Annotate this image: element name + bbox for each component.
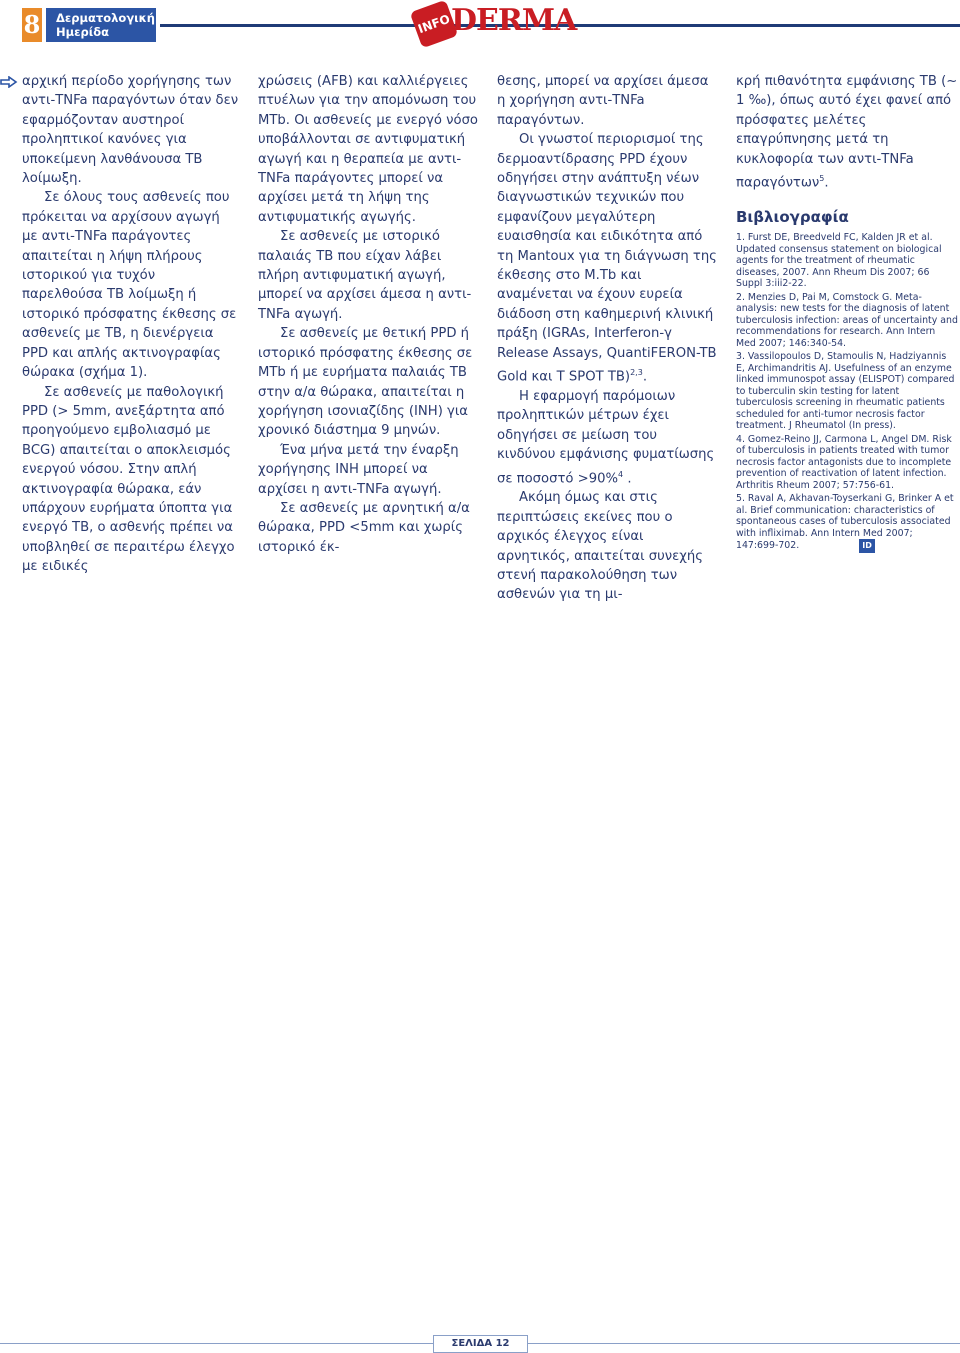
logo-info: INFO xyxy=(410,0,459,48)
citation: 5 xyxy=(819,174,825,184)
reference-item xyxy=(736,493,958,553)
page-number: ΣΕΛΙΔΑ 12 xyxy=(433,1335,528,1353)
reference-item: 3. Vassilopoulos D, Stamoulis N, Hadziyannis E, Archimandritis AJ. Usefulness of an enzyme linked immunospot assay (ELISPOT) compared to tuberculin skin testing for latent tuberculosis screening in rheumatic patients scheduled for anti-tumor necrosis factor treatment. J Rheumatol (In press). xyxy=(736,351,955,432)
infoderma-logo xyxy=(415,3,577,43)
page-header xyxy=(0,0,960,50)
paragraph: Ακόμη όμως και στις περιπτώσεις εκείνες που ο αρχικός έλεγχος είναι αρνητικός, απαιτείται συνεχής στενή παρακολούθηση των ασθενών για τη μι- xyxy=(497,490,703,603)
paragraph-end: . xyxy=(623,470,632,486)
paragraph: χρώσεις (AFB) και καλλιέργειες πτυέλων για την απομόνωση του MTb. Οι ασθενείς με ενεργό νόσο υποβάλλονται σε αντιφυματική αγωγή και η θεραπεία με αντι-TNFa παράγοντες μπορεί να αρχίσει μετά τη λήψη της αντιφυματικής αγωγής. xyxy=(258,74,478,225)
reference-item: 2. Menzies D, Pai M, Comstock G. Meta-analysis: new tests for the diagnosis of latent tuberculosis infection: areas of uncertainty and recommendations for research. Ann Intern Med 2007; 146:340-54. xyxy=(736,291,958,349)
bibliography-heading: Βιβλιογραφία xyxy=(736,207,849,226)
reference-text: 5. Raval A, Akhavan-Toyserkani G, Brinker A et al. Brief communication: characteristics of spontaneous cases of tuberculosis associated with infliximab. Ann Intern Med 2007; 147:699-702. xyxy=(736,493,954,552)
column-4 xyxy=(736,72,958,555)
column-2 xyxy=(258,72,478,557)
section-title-line2: Ημερίδα xyxy=(56,25,110,39)
logo-derma: DERMA xyxy=(451,3,577,38)
reference-item: 4. Gomez-Reino JJ, Carmona L, Angel DM. Risk of tuberculosis in patients treated with tumor necrosis factor antagonists due to incomplete prevention of reactivation of latent infection. Arthritis Rheum 2007; 57:756-61. xyxy=(736,433,952,491)
paragraph-end: . xyxy=(642,369,648,385)
paragraph: Σε όλους τους ασθενείς που πρόκειται να αρχίσουν αγωγή με αντι-TNFa παράγοντες απαιτείται η λήψη πλήρους ιστορικού για τυχόν παρελθούσα TB λοίμωξη ή ιστορικό πρόσφατης έκθεσης σε ασθενείς με TB, η διενέργεια PPD και απλής ακτινογραφίας θώρακα (σχήμα 1). xyxy=(22,190,237,381)
citation: 2,3 xyxy=(630,368,643,378)
column-3 xyxy=(497,72,717,605)
paragraph: Ένα μήνα μετά την έναρξη χορήγησης INH μπορεί να αρχίσει η αντι-TNFa αγωγή. xyxy=(258,442,459,497)
column-1 xyxy=(22,72,239,577)
issue-number: 8 xyxy=(22,8,42,42)
paragraph-end: . xyxy=(824,175,829,191)
continuation-arrow-icon xyxy=(0,76,18,88)
section-title-line1: Δερματολογική xyxy=(56,11,155,25)
paragraph: Σε ασθενείς με ιστορικό παλαιάς TB που είχαν λάβει πλήρη αντιφυματική αγωγή, μπορεί να αρχίσει άμεσα η αντι-TNFa αγωγή. xyxy=(258,229,472,322)
paragraph xyxy=(497,130,717,387)
paragraph: Σε ασθενείς με παθολογική PPD (> 5mm, ανεξάρτητα από προηγούμενο εμβολιασμό με BCG) απαιτείται ο αποκλεισμός ενεργού νόσου. Στην απλή ακτινογραφία θώρακα, εάν υπάρχουν ευρήματα ύποπτα για ενεργό TB, ο ασθενής πρέπει να υποβληθεί σε περαιτέρω έλεγχο με ειδικές xyxy=(22,384,235,575)
paragraph xyxy=(497,387,717,488)
paragraph: θεσης, μπορεί να αρχίσει άμεσα η χορήγηση αντι-TNFa παραγόντων. xyxy=(497,74,709,128)
reference-item: 1. Furst DE, Breedveld FC, Kalden JR et al. Updated consensus statement on biological agents for the treatment of rheumatic diseases, 2007. Ann Rheum Dis 2007; 66 Suppl 3:iii2-22. xyxy=(736,232,942,290)
citation: 4 xyxy=(618,469,624,479)
page-footer xyxy=(0,1335,960,1353)
section-title xyxy=(46,8,156,42)
paragraph xyxy=(736,72,958,193)
paragraph-text: Η εφαρμογή παρόμοιων προληπτικών μέτρων έχει οδηγήσει σε μείωση του κινδύνου εμφάνισης φυματίωσης σε ποσοστό >90% xyxy=(497,388,715,486)
paragraph: Σε ασθενείς με θετική PPD ή ιστορικό πρόσφατης έκθεσης σε MTb ή με ευρήματα παλαιάς TB στην α/α θώρακα, απαιτείται η χορήγηση ισονιαζίδης (INH) για χρονικό διάστημα 9 μηνών. xyxy=(258,326,473,439)
paragraph-text: κρή πιθανότητα εμφάνισης TB (~ 1 ‰), όπως αυτό έχει φανεί από πρόσφατες μελέτες επαγρύπνησης μετά τη κυκλοφορία των αντι-TNFa παραγόντων xyxy=(736,74,958,191)
id-badge: ID xyxy=(859,539,875,553)
paragraph: αρχική περίοδο χορήγησης των αντι-TNFa παραγόντων όταν δεν εφαρμόζονταν αυστηροί προληπτικοί κανόνες για υποκείμενη λανθάνουσα TB λοίμωξη. xyxy=(22,74,239,187)
paragraph-text: Οι γνωστοί περιορισμοί της δερμοαντίδρασης PPD έχουν οδηγήσει στην ανάπτυξη νέων διαγνωστικών τεχνικών που εμφανίζουν μεγαλύτερη ευαισθησία και ειδικότητα από τη Mantoux για τη διάγνωση της έκθεσης στο M.Tb και αναμένεται να έχουν ευρεία διάδοση στη καθημερινή κλινική πράξη (IGRAs, Interferon-γ Release Assays, QuantiFERON-TB Gold και T SPOT TB) xyxy=(497,132,717,385)
paragraph: Σε ασθενείς με αρνητική α/α θώρακα, PPD <5mm και χωρίς ιστορικό έκ- xyxy=(258,500,470,555)
